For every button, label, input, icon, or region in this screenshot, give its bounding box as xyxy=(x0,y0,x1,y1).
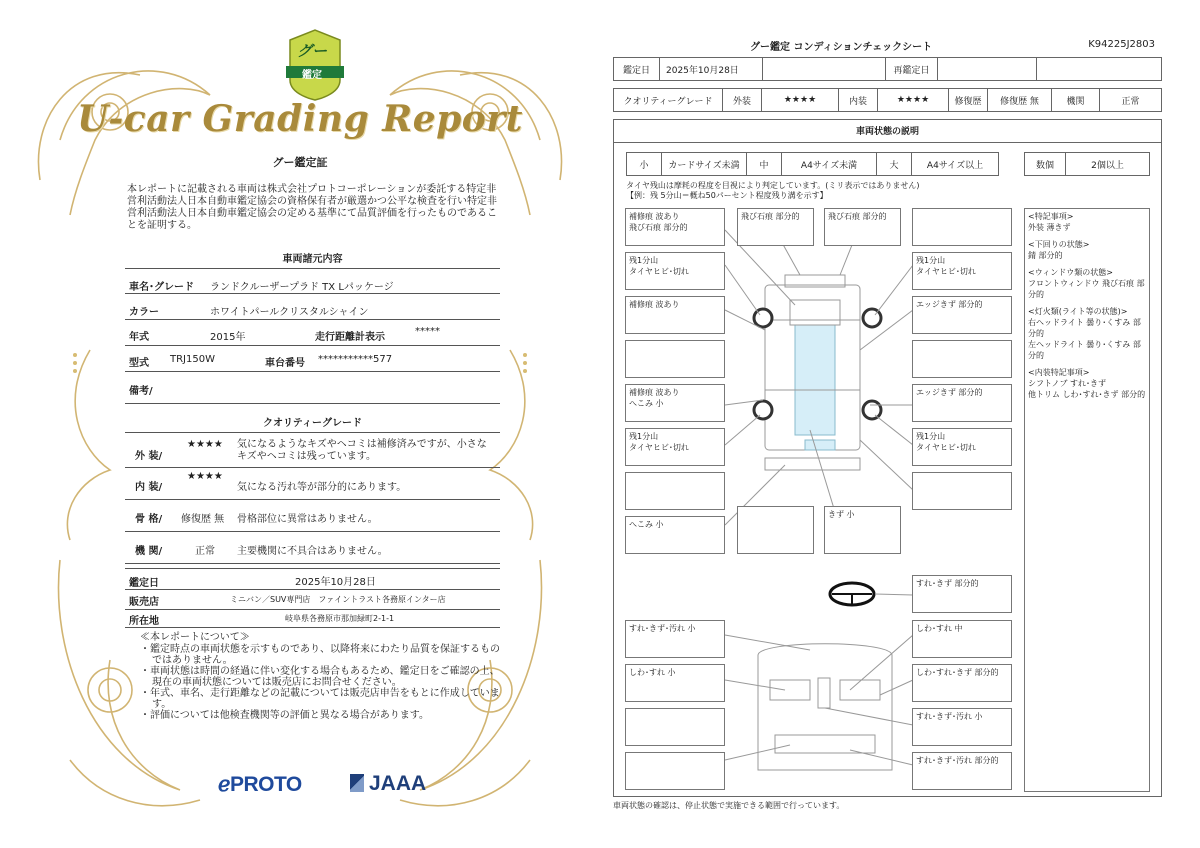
mileage-label: 走行距離計表示 xyxy=(315,332,385,343)
shop-row xyxy=(125,590,500,610)
grade-ext-label: 外装 xyxy=(722,88,762,112)
damage-box-left-mid xyxy=(625,340,725,378)
grade-int-label: 内装 xyxy=(838,88,878,112)
spec-row-color xyxy=(125,294,500,320)
damage-box-right-mid xyxy=(912,340,1012,378)
mileage-value: ***** xyxy=(415,326,440,337)
engine-value: 正常 xyxy=(195,546,215,557)
shop-label: 販売店 xyxy=(129,597,159,608)
size-mid-desc: A4サイズ未満 xyxy=(781,152,877,176)
exterior-text: 気になるようなキズやヘコミは補修済みですが、小さなキズやヘコミは残っています。 xyxy=(237,439,487,462)
grade-repair-value: 修復歴 無 xyxy=(987,88,1052,112)
tire-note-1: タイヤ残山は摩耗の程度を目視により判定しています。(ミリ表示ではありません) xyxy=(626,181,920,190)
badge-top-text: グー xyxy=(297,42,328,60)
proto-logo-text: PROTO xyxy=(229,773,302,796)
damage-box-right-rear xyxy=(912,472,1012,510)
condition-title: 車両状態の説明 xyxy=(613,119,1162,143)
damage-box-right-rear-door: エッジきず 部分的 xyxy=(912,384,1012,422)
spec-row-name xyxy=(125,268,500,294)
exterior-stars: ★★★★ xyxy=(187,439,223,450)
interior-box-right-4: すれ･きず･汚れ 部分的 xyxy=(912,752,1012,790)
notes-title: ≪本レポートについて≫ xyxy=(140,632,250,643)
frame-text: 骨格部位に異常はありません。 xyxy=(237,514,378,525)
report-notes xyxy=(140,632,500,721)
interior-box-right-3: すれ･きず･汚れ 小 xyxy=(912,708,1012,746)
grade-int-value: ★★★★ xyxy=(877,88,949,112)
year-value: 2015年 xyxy=(210,332,246,343)
size-small: 小 xyxy=(626,152,662,176)
interior-text: 気になる汚れ等が部分的にあります。 xyxy=(237,482,407,493)
grade-repair-label: 修復歴 xyxy=(948,88,988,112)
sheet-title: グー鑑定 コンディションチェックシート xyxy=(750,42,933,53)
reappraisal-label-cell: 再鑑定日 xyxy=(885,57,938,81)
size-large-desc: A4サイズ以上 xyxy=(911,152,999,176)
damage-box-front-right xyxy=(912,208,1012,246)
note-item: ・年式、車名、走行距離などの記載については販売店申告をもとに作成しています。 xyxy=(140,688,500,710)
jaaa-mark-icon xyxy=(350,774,364,792)
engine-label: 機 関/ xyxy=(135,546,163,557)
damage-box-rear-left: へこみ 小 xyxy=(625,516,725,554)
damage-box-front-center-right: 飛び石痕 部分的 xyxy=(824,208,901,246)
count-label: 数個 xyxy=(1024,152,1066,176)
tire-note-2: 【例：残 5分山＝概ね50パーセント程度残り溝を示す】 xyxy=(626,191,828,200)
report-title: U-car Grading Report xyxy=(77,98,523,140)
damage-box-left-rear xyxy=(625,472,725,510)
interior-box-left-3 xyxy=(625,708,725,746)
interior-box-right-2: しわ･すれ･きず 部分的 xyxy=(912,664,1012,702)
color-label: カラー xyxy=(129,307,159,318)
size-small-desc: カードサイズ未満 xyxy=(661,152,747,176)
interior-stars: ★★★★ xyxy=(187,471,223,482)
exterior-label: 外 装/ xyxy=(135,451,163,462)
damage-box-front-left: 補修痕 波あり 飛び石痕 部分的 xyxy=(625,208,725,246)
quality-section-title: クオリティーグレード xyxy=(263,418,362,429)
note-item: ・車両状態は時間の経過に伴い変化する場合もあるため、鑑定日をご確認の上、現在の車両状態については販売店にお問合せください。 xyxy=(140,666,500,688)
model-value: TRJ150W xyxy=(170,354,215,365)
proto-logo xyxy=(218,772,302,797)
address-label: 所在地 xyxy=(129,616,159,627)
interior-label: 内 装/ xyxy=(135,482,163,493)
size-mid: 中 xyxy=(746,152,782,176)
appraisal-date-label: 鑑定日 xyxy=(129,578,159,589)
grade-engine-value: 正常 xyxy=(1099,88,1162,112)
damage-box-left-front-door: 補修痕 波あり xyxy=(625,296,725,334)
tire-box-front-left: 残1分山 タイヤヒビ･切れ xyxy=(625,252,725,290)
chassis-value: ***********577 xyxy=(318,354,393,365)
address-value: 岐阜県各務原市那加緑町2-1-1 xyxy=(285,614,395,623)
grade-engine-label: 機関 xyxy=(1051,88,1100,112)
appraisal-date-row xyxy=(125,568,500,590)
spec-section-title: 車両諸元内容 xyxy=(282,254,343,265)
certificate-title: グー鑑定証 xyxy=(272,156,328,169)
color-value: ホワイトパールクリスタルシャイン xyxy=(210,307,369,318)
steering-box: すれ･きず 部分的 xyxy=(912,575,1012,613)
remarks-label: 備考/ xyxy=(129,386,153,397)
chassis-label: 車台番号 xyxy=(265,358,305,369)
frame-value: 修復歴 無 xyxy=(181,514,225,525)
interior-box-left-2: しわ･すれ 小 xyxy=(625,664,725,702)
address-row xyxy=(125,610,500,628)
date-value-cell: 2025年10月28日 xyxy=(659,57,763,81)
interior-box-right-1: しわ･すれ 中 xyxy=(912,620,1012,658)
year-label: 年式 xyxy=(129,332,149,343)
damage-box-rear-center-left xyxy=(737,506,814,554)
grade-ext-value: ★★★★ xyxy=(761,88,839,112)
condition-check-sheet xyxy=(600,0,1200,848)
count-desc: 2個以上 xyxy=(1065,152,1150,176)
quality-row-frame xyxy=(125,500,500,532)
tire-box-rear-right: 残1分山 タイヤヒビ･切れ xyxy=(912,428,1012,466)
appraisal-date-value: 2025年10月28日 xyxy=(295,577,376,588)
spec-row-remarks xyxy=(125,372,500,404)
interior-box-left-4 xyxy=(625,752,725,790)
quality-row-engine xyxy=(125,532,500,564)
grade-label-cell: クオリティーグレード xyxy=(613,88,723,112)
frame-label: 骨 格/ xyxy=(135,514,163,525)
note-item: ・鑑定時点の車両状態を示すものであり、以降将来にわたり品質を保証するものではありません。 xyxy=(140,644,500,666)
damage-box-front-center-left: 飛び石痕 部分的 xyxy=(737,208,814,246)
date-label-cell: 鑑定日 xyxy=(613,57,660,81)
badge-bottom-text: 鑑定 xyxy=(302,70,322,81)
spec-row-model xyxy=(125,346,500,372)
size-large: 大 xyxy=(876,152,912,176)
model-label: 型式 xyxy=(129,358,149,369)
jaaa-logo-text: JAAA xyxy=(369,772,427,795)
damage-box-right-front-door: エッジきず 部分的 xyxy=(912,296,1012,334)
tire-box-rear-left: 残1分山 タイヤヒビ･切れ xyxy=(625,428,725,466)
quality-row-exterior xyxy=(125,432,500,468)
certificate-statement: 本レポートに記載される車両は株式会社プロトコーポレーションが委託する特定非営利活動法人日本自動車鑑定協会の資格保有者が厳選かつ公平な検査を行い特定非営利活動法人日本自動車鑑定協会の定める基準にて品質評価を行ったものであることを証明する。 xyxy=(127,184,497,231)
proto-mark-icon: ℯ xyxy=(218,773,230,796)
damage-box-rear-center-right: きず 小 xyxy=(824,506,901,554)
jaaa-logo xyxy=(350,772,426,796)
interior-box-left-1: すれ･きず･汚れ 小 xyxy=(625,620,725,658)
engine-text: 主要機関に不具合はありません。 xyxy=(237,546,388,557)
name-label: 車名･グレード xyxy=(129,282,194,293)
special-notes-box: <特記事項> 外装 薄きず <下回りの状態> 錆 部分的 <ウィンドウ類の状態> フロントウィンドウ 飛び石痕 部分的 <灯火類(ライト等の状態)> 右ヘッドライト 曇り･くすみ 部分的 左ヘッドライト 曇り･くすみ 部分的 <内装特記事項> シフトノブ すれ･きず 他トリム しわ･すれ･きず 部分的 xyxy=(1024,208,1150,792)
note-item: ・評価については他検査機関等の評価と異なる場合があります。 xyxy=(140,710,429,721)
tire-box-front-right: 残1分山 タイヤヒビ･切れ xyxy=(912,252,1012,290)
spec-row-year xyxy=(125,320,500,346)
name-value: ランドクルーザープラド TX Lパッケージ xyxy=(210,282,394,293)
document-id: K94225J2803 xyxy=(1088,39,1155,50)
quality-row-interior xyxy=(125,468,500,500)
sheet-footer: 車両状態の確認は、停止状態で実施できる範囲で行っています。 xyxy=(613,801,845,810)
damage-box-left-rear-door: 補修痕 波あり へこみ 小 xyxy=(625,384,725,422)
shop-value: ミニバン／SUV専門店 ファイントラスト各務原インター店 xyxy=(230,595,446,604)
